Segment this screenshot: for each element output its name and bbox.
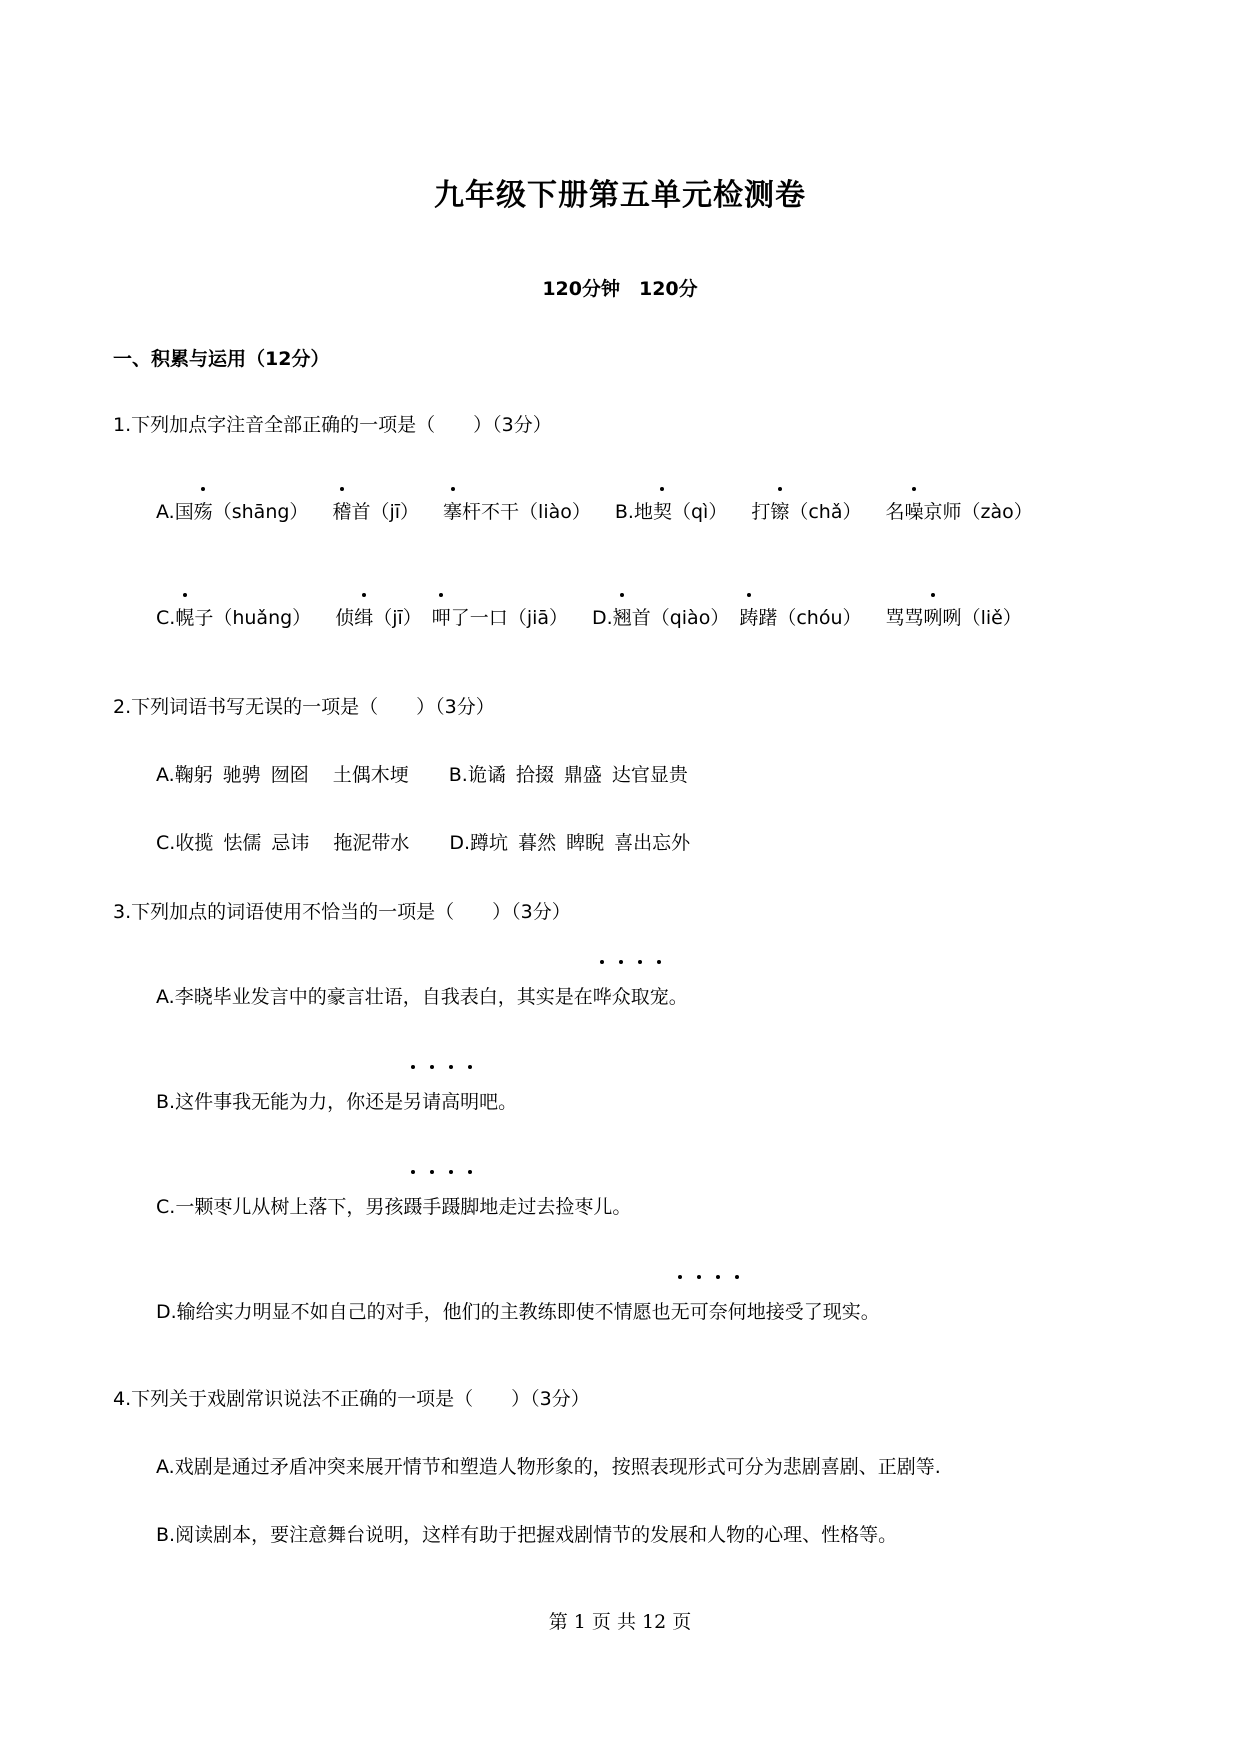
dotted-char: 镲 <box>770 497 789 524</box>
question-3-option-a: A.李晓毕业发言中的豪言壮语，自我表白，其实是在哗众取宠。 <box>156 982 688 1009</box>
pinyin: （jī） <box>373 607 422 629</box>
dotted-char: 搴 <box>443 497 462 524</box>
dotted-char: 缉 <box>354 603 373 630</box>
option-label: D. <box>592 607 613 629</box>
question-3-stem: 3.下列加点的词语使用不恰当的一项是（ ）（3分） <box>113 901 571 923</box>
question-1-options-cd: C.幌子（huǎng） 侦缉（jī） 呷了一口（jiā） D.翘首（qiào） 踌躇（chóu） 骂骂咧咧（liě） <box>156 603 1022 630</box>
dotted-char: 幌 <box>175 603 194 630</box>
page-title: 九年级下册第五单元检测卷 <box>434 178 806 213</box>
option-label: B. <box>614 501 634 523</box>
question-2-options-cd: C.收揽 怯儒 忌讳 拖泥带水 D.蹲坑 暮然 睥睨 喜出忘外 <box>156 832 691 854</box>
dotted-char: 契 <box>653 497 672 524</box>
page-indicator: 第 1 页 共 12 页 <box>548 1611 692 1633</box>
pinyin: （huǎng） <box>213 607 312 629</box>
dotted-word: 哗众取宠 <box>593 986 669 1008</box>
question-3-option-c: C.一颗枣儿从树上落下，男孩蹑手蹑脚地走过去捡枣儿。 <box>156 1192 631 1219</box>
pinyin: （shāng） <box>212 501 309 523</box>
pinyin: （chóu） <box>777 607 862 629</box>
option-label: C. <box>156 607 176 629</box>
pinyin: （qì） <box>671 501 728 523</box>
dotted-char: 咧 <box>924 603 943 630</box>
dotted-char: 殇 <box>194 497 213 524</box>
question-3-option-b: B.这件事我无能为力，你还是另请高明吧。 <box>156 1087 517 1114</box>
pinyin: （jiā） <box>507 607 569 629</box>
dotted-word: 蹑手蹑脚 <box>403 1196 479 1218</box>
option-label: A. <box>156 501 175 523</box>
question-2-stem: 2.下列词语书写无误的一项是（ ）（3分） <box>113 696 495 718</box>
section-heading: 一、积累与运用（12分） <box>113 348 330 370</box>
question-2-options-ab: A.鞠躬 驰骋 囫囵 土偶木埂 B.诡谲 拾掇 鼎盛 达官显贵 <box>156 764 688 786</box>
pinyin: （liào） <box>519 501 591 523</box>
question-4-option-a: A.戏剧是通过矛盾冲突来展开情节和塑造人物形象的，按照表现形式可分为悲剧喜剧、正剧等. <box>156 1456 941 1478</box>
question-4-option-b: B.阅读剧本，要注意舞台说明，这样有助于把握戏剧情节的发展和人物的心理、性格等。 <box>156 1524 898 1546</box>
question-3-option-d: D.输给实力明显不如自己的对手，他们的主教练即使不情愿也无可奈何地接受了现实。 <box>156 1297 880 1324</box>
pinyin: （jī） <box>370 501 420 523</box>
dotted-word: 无可奈何 <box>671 1301 747 1323</box>
dotted-char: 翘 <box>613 603 632 630</box>
pinyin: （qiào） <box>650 607 730 629</box>
question-1-stem: 1.下列加点字注音全部正确的一项是（ ）（3分） <box>113 414 552 436</box>
pinyin: （chǎ） <box>789 501 862 523</box>
pinyin: （liě） <box>961 607 1022 629</box>
exam-duration-score: 120分钟 120分 <box>542 278 698 300</box>
dotted-char: 稽 <box>332 497 351 524</box>
dotted-char: 踌 <box>739 603 758 630</box>
dotted-word: 另请高明 <box>403 1091 479 1113</box>
question-4-stem: 4.下列关于戏剧常识说法不正确的一项是（ ）（3分） <box>113 1388 590 1410</box>
pinyin: （zào） <box>961 501 1033 523</box>
dotted-char: 噪 <box>905 497 924 524</box>
dotted-char: 呷 <box>432 603 451 630</box>
question-1-options-ab: A.国殇（shāng） 稽首（jī） 搴杆不干（liào） B.地契（qì） 打镲（chǎ） 名噪京师（zào） <box>156 497 1033 524</box>
